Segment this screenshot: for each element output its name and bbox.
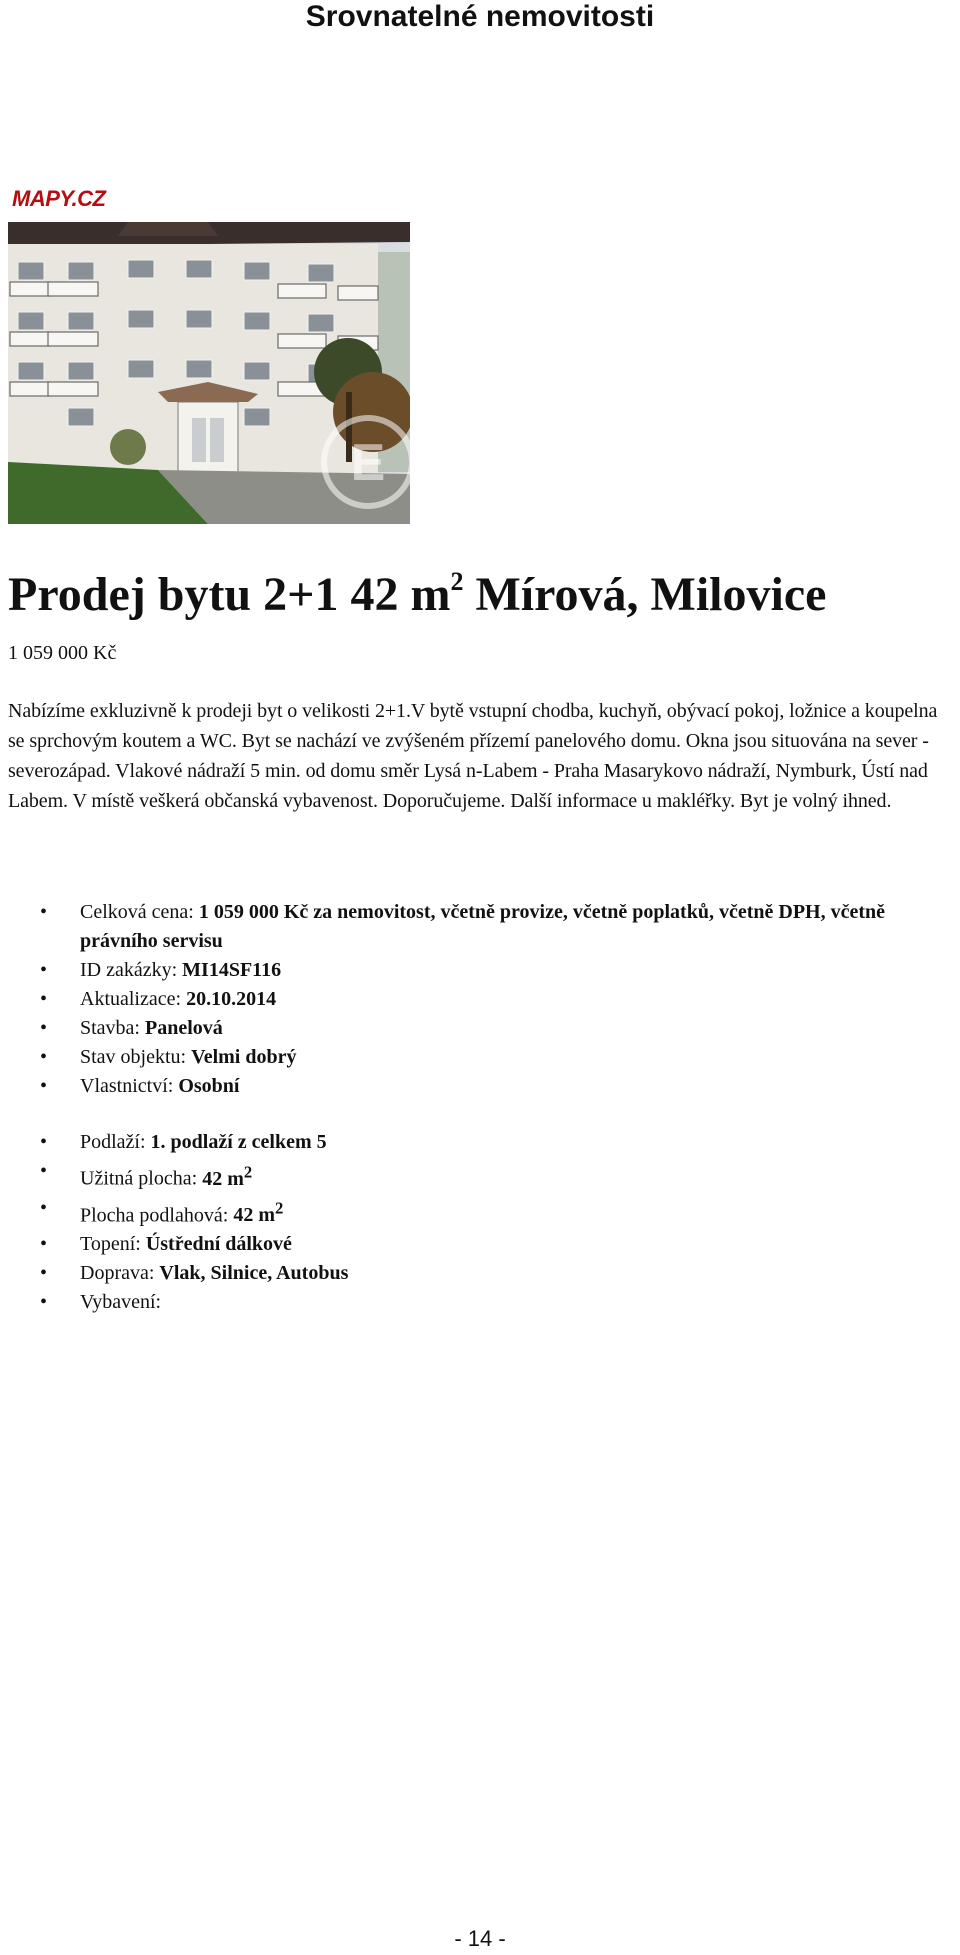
param-updated: • Aktualizace: 20.10.2014: [8, 985, 948, 1014]
param-floor: • Podlaží: 1. podlaží z celkem 5: [8, 1128, 948, 1157]
listing-title-sup: 2: [450, 567, 464, 596]
parameters-list-primary: [8, 898, 948, 1101]
property-photo-block: [8, 186, 410, 524]
param-construction: • Stavba: Panelová: [8, 1014, 948, 1043]
parameters-list-secondary: [8, 1128, 948, 1317]
param-total-price: • Celková cena: 1 059 000 Kč za nemovitost, včetně provize, včetně poplatků, včetně DPH, včetně právního servisu: [8, 898, 948, 956]
param-floor-area: • Plocha podlahová: 42 $m^2$: [8, 1194, 948, 1231]
listing-price: 1 059 000 Kč: [8, 642, 117, 664]
param-equipment: • Vybavení:: [8, 1288, 948, 1317]
param-ownership: • Vlastnictví: Osobní: [8, 1072, 948, 1101]
listing-title-rest: Mírová, Milovice: [463, 568, 827, 621]
param-heating: • Topení: Ústřední dálkové: [8, 1230, 948, 1259]
listing-title-main: Prodej bytu 2+1 42 m: [8, 568, 451, 621]
page-number: - 14 -: [454, 1926, 506, 1951]
param-condition: • Stav objektu: Velmi dobrý: [8, 1043, 948, 1072]
param-usable-area: • Užitná plocha: 42 $m^2$: [8, 1157, 948, 1194]
building-photo: [8, 222, 410, 524]
watermark-letter: E: [350, 434, 386, 492]
param-order-id: • ID zakázky: MI14SF116: [8, 956, 948, 985]
listing-title: [8, 552, 826, 625]
listing-description: Nabízíme exkluzivně k prodeji byt o velikosti 2+1.V bytě vstupní chodba, kuchyň, obývací pokoj, ložnice a koupelna se sprchovým koutem a WC. Byt se nachází ve zvýšeném přízemí panelového domu. Okna jsou situována na sever - severozápad. Vlakové nádraží 5 min. od domu směr Lysá n-Labem - Praha Masarykovo nádraží, Nymburk, Ústí nad Labem. V místě veškerá občanská vybavenost. Doporučujeme. Další informace u makléřky. Byt je volný ihned.: [8, 700, 938, 812]
page-header-title: Srovnatelné nemovitosti: [305, 0, 655, 33]
mapy-cz-logo: MAPY.CZ: [12, 186, 106, 211]
param-transport: • Doprava: Vlak, Silnice, Autobus: [8, 1259, 948, 1288]
